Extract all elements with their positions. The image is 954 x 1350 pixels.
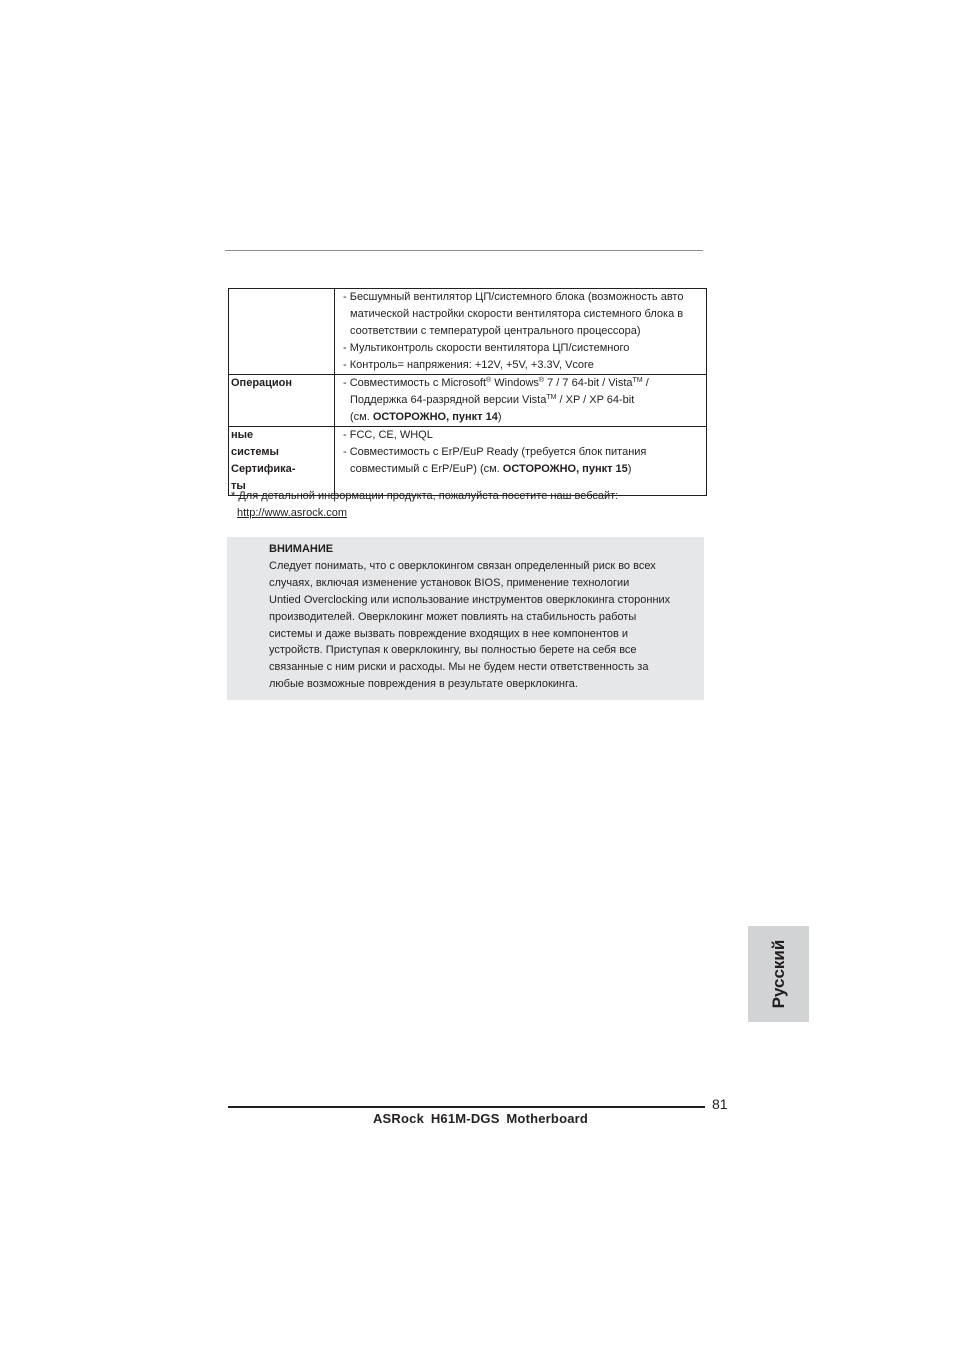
- spec-table: [228, 288, 707, 496]
- header-rule: [225, 250, 703, 251]
- footer-rule: [228, 1106, 705, 1108]
- warning-line: системы и даже вызвать повреждение входящих в нее компонентов и: [269, 627, 629, 640]
- warning-line: любые возможные повреждения в результате оверклокинга.: [269, 678, 578, 691]
- spec-line: - Контроль= напряжения: +12V, +5V, +3.3V, Vcore: [343, 359, 594, 371]
- footer-title: ASRock H61M-DGS Motherboard: [372, 1111, 589, 1126]
- table-row: [229, 289, 707, 375]
- spec-line: (см. ОСТОРОЖНО, пункт 14): [350, 411, 502, 423]
- spec-line: - Бесшумный вентилятор ЦП/системного блока (возможность авто: [343, 291, 684, 303]
- row-content: [335, 375, 707, 427]
- language-tab: [748, 926, 809, 1022]
- warning-line: устройств. Приступая к оверклокингу, вы полностью берете на себя все: [269, 644, 637, 657]
- footnote-text: * Для детальной информации продукта, пожалуйста посетите наш вебсайт:: [231, 490, 619, 502]
- warning-title: ВНИМАНИЕ: [269, 543, 334, 555]
- language-tab-label: Русский: [768, 939, 788, 1009]
- spec-line: совместимый с ErP/EuP) (см. ОСТОРОЖНО, пункт 15): [350, 463, 632, 475]
- table-row: [229, 427, 707, 496]
- warning-line: связанные с ним риски и расходы. Мы не будем нести ответственность за: [269, 661, 649, 674]
- warning-line: случаях, включая изменение установок BIOS, применение технологии: [269, 576, 630, 589]
- row-label: ные системы Сертифика- ты: [229, 427, 335, 496]
- warning-line: Следует понимать, что с оверклокингом связан определенный риск во всех: [269, 559, 656, 572]
- page-number: 81: [712, 1096, 728, 1112]
- spec-line: - Мультиконтроль скорости вентилятора ЦП/системного: [343, 342, 630, 354]
- website-link[interactable]: http://www.asrock.com: [237, 507, 348, 519]
- table-row: [229, 375, 707, 427]
- warning-box: [227, 537, 704, 700]
- spec-line: Поддержка 64-разрядной версии Vista™ / XP / XP 64-bit: [350, 394, 635, 406]
- row-label: Операцион: [229, 375, 335, 427]
- spec-line: - Совместимость с ErP/EuP Ready (требуется блок питания: [343, 446, 647, 458]
- warning-line: Untied Overclocking или использование инструментов оверклокинга сторонних: [269, 593, 671, 606]
- spec-line: - FCC, CE, WHQL: [343, 429, 433, 441]
- spec-line: матической настройки скорости вентилятора системного блока в: [350, 308, 684, 320]
- spec-line: соответствии с температурой центрального процессора): [350, 325, 641, 337]
- row-label: [229, 289, 335, 375]
- warning-line: производителей. Оверклокинг может повлиять на стабильность работы: [269, 610, 637, 623]
- row-content: [335, 427, 707, 496]
- spec-line: - Совместимость с Microsoft® Windows® 7 / 7 64-bit / Vista™ /: [343, 377, 649, 389]
- footnote: [231, 488, 618, 522]
- row-content: [335, 289, 707, 375]
